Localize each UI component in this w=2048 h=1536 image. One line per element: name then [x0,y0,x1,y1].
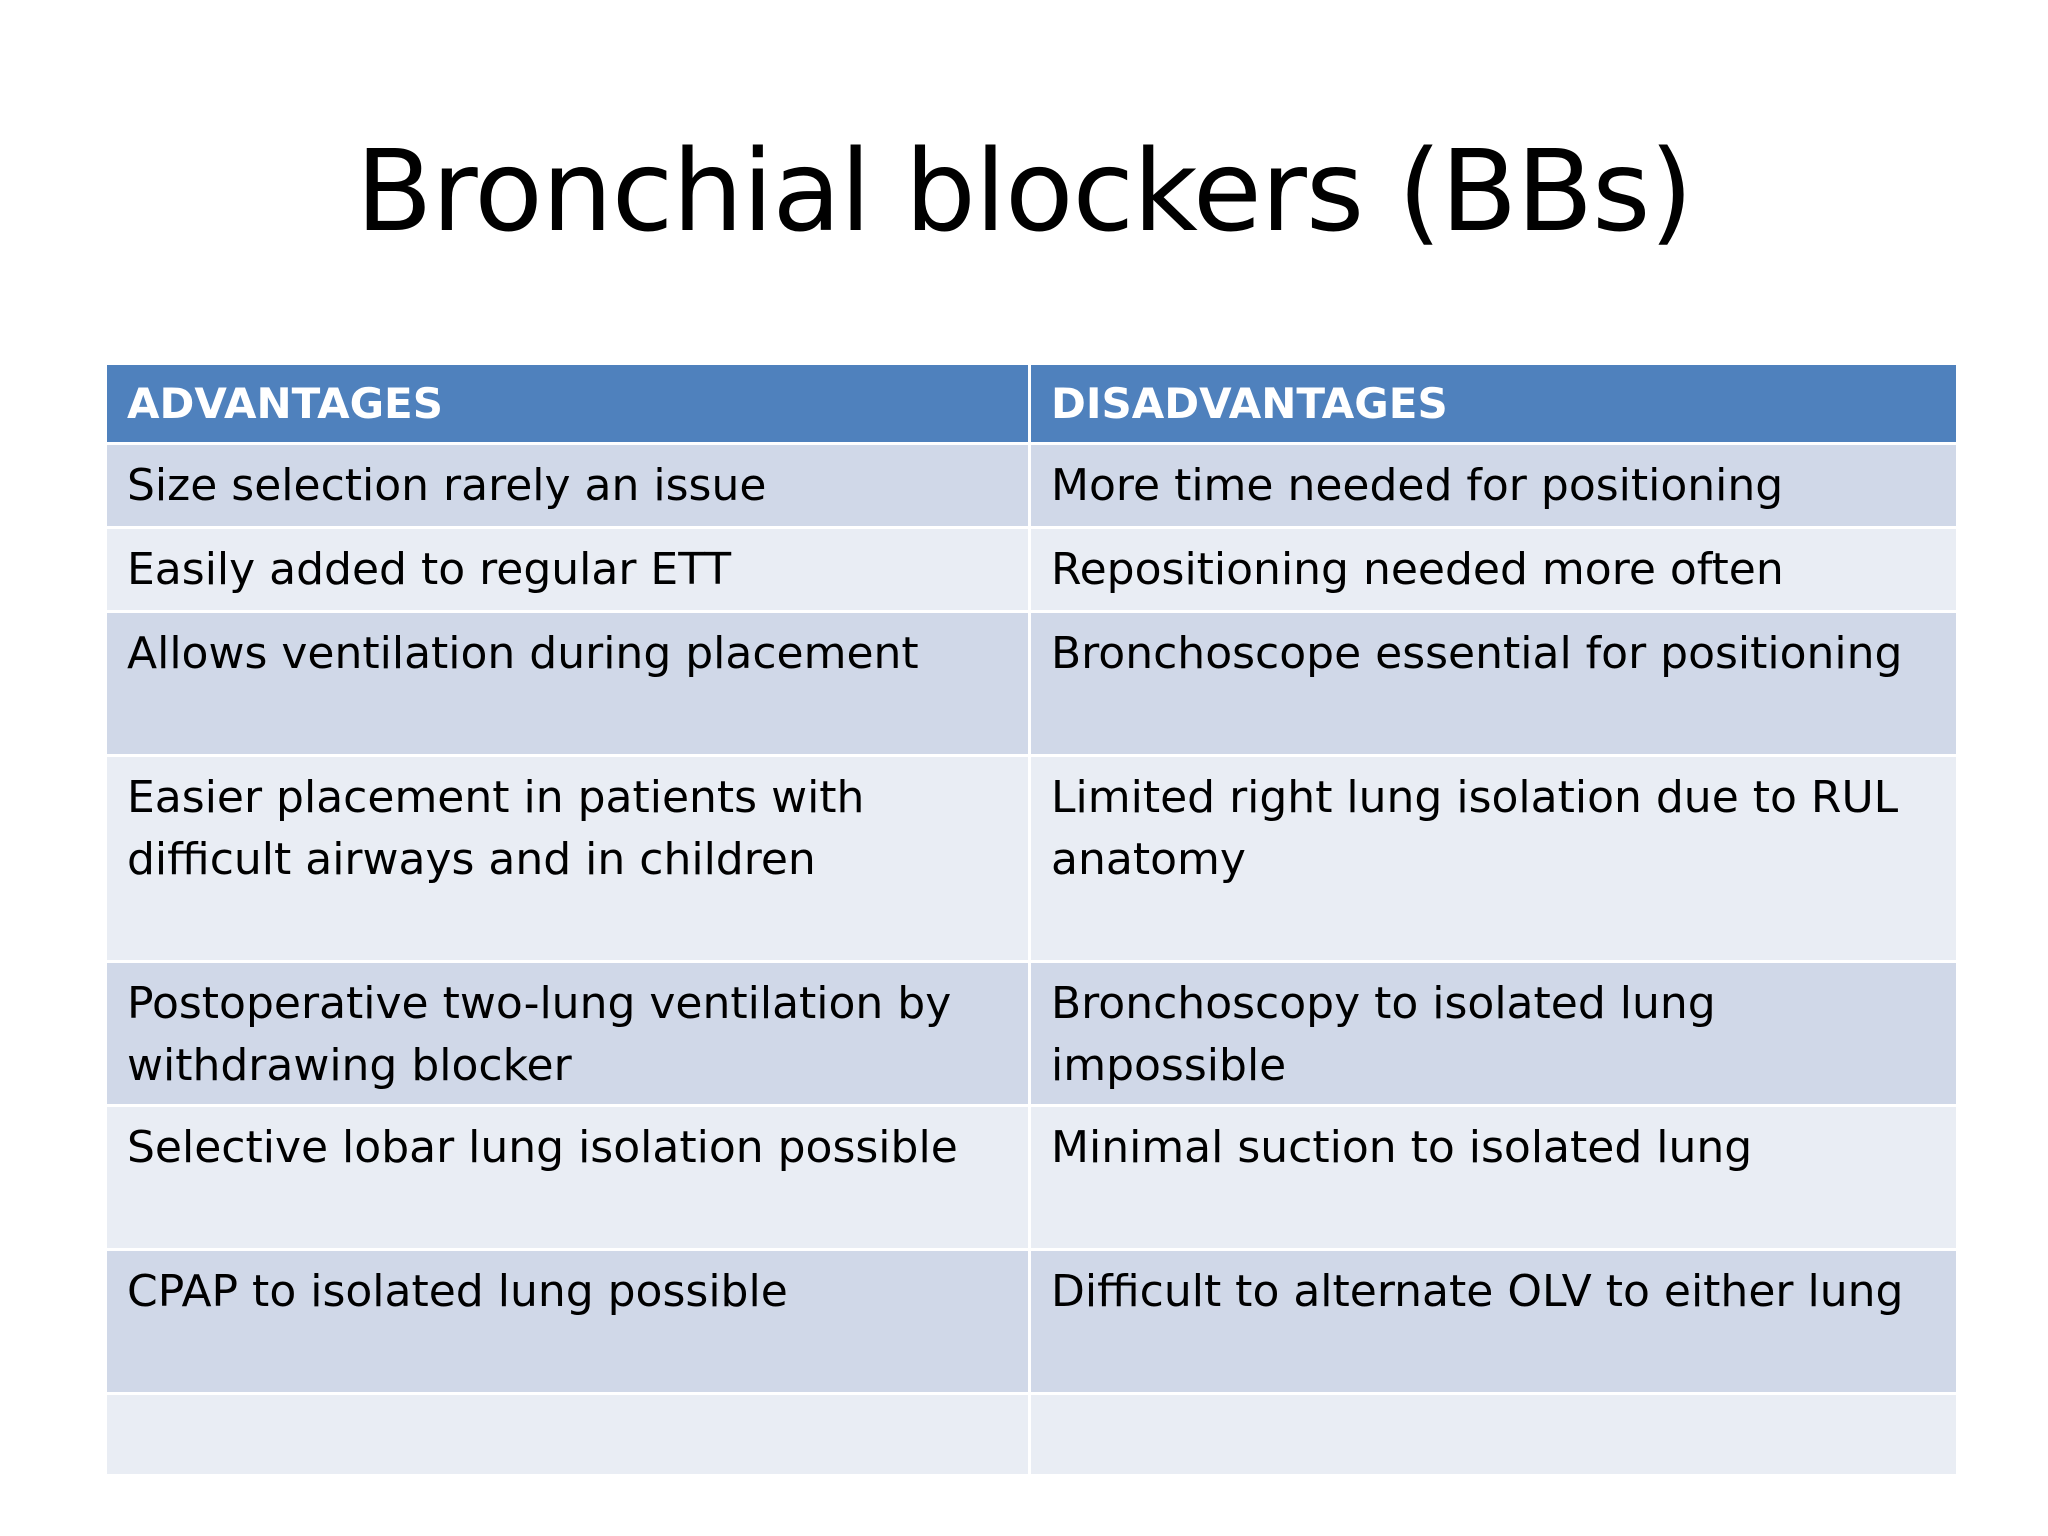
disadvantage-cell: Bronchoscopy to isolated lung impossible [1030,962,1958,1106]
advantage-cell: Allows ventilation during placement [106,612,1030,756]
table-row [106,444,1958,528]
disadvantage-cell: More time needed for positioning [1030,444,1958,528]
advantage-cell: Easier placement in patients with difficult airways and in children [106,756,1030,962]
table-row [106,612,1958,756]
disadvantage-cell: Bronchoscope essential for positioning [1030,612,1958,756]
header-disadvantages: DISADVANTAGES [1030,364,1958,444]
disadvantage-cell: Difficult to alternate OLV to either lung [1030,1250,1958,1394]
advantage-cell: Easily added to regular ETT [106,528,1030,612]
advantage-cell: CPAP to isolated lung possible [106,1250,1030,1394]
table-row [106,1250,1958,1394]
table-row [106,756,1958,962]
table-row [106,962,1958,1106]
advantage-cell: Size selection rarely an issue [106,444,1030,528]
disadvantage-cell: Limited right lung isolation due to RUL anatomy [1030,756,1958,962]
header-advantages: ADVANTAGES [106,364,1030,444]
disadvantage-cell: Minimal suction to isolated lung [1030,1106,1958,1250]
advantages-disadvantages-table [104,362,1959,1477]
slide-title: Bronchial blockers (BBs) [355,127,1693,257]
table-header-row [106,364,1958,444]
disadvantage-cell [1030,1394,1958,1476]
advantage-cell [106,1394,1030,1476]
advantage-cell: Postoperative two-lung ventilation by withdrawing blocker [106,962,1030,1106]
table-row [106,528,1958,612]
advantage-cell: Selective lobar lung isolation possible [106,1106,1030,1250]
disadvantage-cell: Repositioning needed more often [1030,528,1958,612]
table-row [106,1394,1958,1476]
table-row [106,1106,1958,1250]
